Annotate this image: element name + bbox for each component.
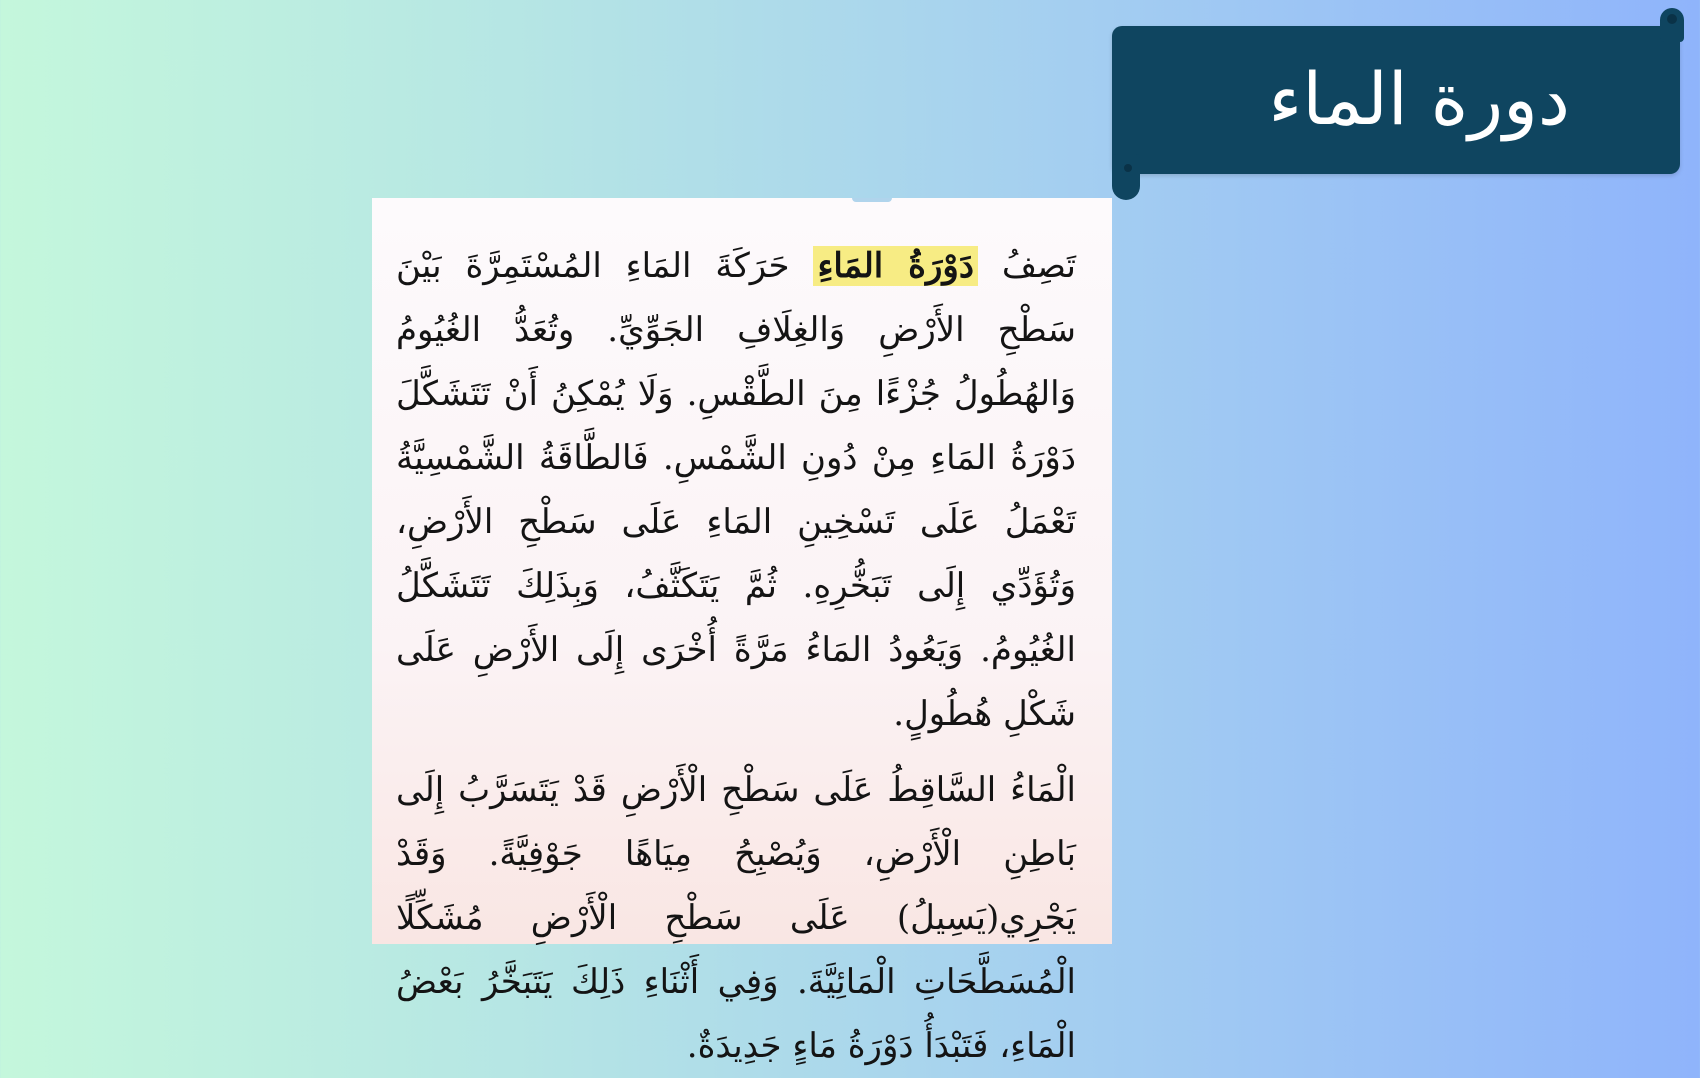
banner-curl-dot: [1124, 164, 1132, 172]
passage-paragraph-2: الْمَاءُ السَّاقِطُ عَلَى سَطْحِ الْأَرْضِ قَدْ يَتَسَرَّبُ إِلَى بَاطِنِ الْأَرْضِ، وَيُصْبِحُ مِيَاهًا جَوْفِيَّةً. وَقَدْ يَجْرِي(يَسِيلُ) عَلَى سَطْحِ الْأَرْضِ مُشَكِّلًا الْمُسَطَّحَاتِ الْمَائِيَّةَ. وَفِي أَثْنَاءِ ذَلِكَ يَتَبَخَّرُ بَعْضُ الْمَاءِ، فَتَبْدَأُ دَوْرَةُ مَاءٍ جَدِيدَةٌ.: [396, 770, 1076, 1066]
paragraph-1-intro: تَصِفُ: [1001, 246, 1076, 286]
page-top-mark: [852, 198, 892, 202]
slide-title: دورة الماء: [1268, 57, 1570, 141]
paragraph-1-text: حَرَكَةَ المَاءِ المُسْتَمِرَّةَ بَيْنَ سَطْحِ الأَرْضِ وَالغِلَافِ الجَوِّيِّ. وتُعَدُّ الغُيُومُ وَالهُطُولُ جُزْءًا مِنَ الطَّقْسِ. وَلَا يُمْكِنُ أَنْ تَتَشَكَّلَ دَوْرَةُ المَاءِ مِنْ دُونِ الشَّمْسِ. فَالطَّاقَةُ الشَّمْسِيَّةُ تَعْمَلُ عَلَى تَسْخِينِ المَاءِ عَلَى سَطْحِ الأَرْضِ، وَتُؤَدِّي إِلَى تَبَخُّرِهِ. ثُمَّ يَتَكَثَّفُ، وَبِذَلِكَ تَتَشَكَّلُ الغُيُومُ. وَيَعُودُ المَاءُ مَرَّةً أُخْرَى إِلَى الأَرْضِ عَلَى شَكْلِ هُطُولٍ.: [396, 246, 1076, 734]
passage-paragraph-1: [396, 234, 1076, 746]
title-banner: [1112, 26, 1680, 174]
banner-curl-bottom: [1112, 154, 1140, 200]
banner-curl-top: [1660, 8, 1684, 42]
highlighted-term: دَوْرَةُ المَاءِ: [813, 246, 978, 286]
textbook-page-image: [372, 198, 1112, 1066]
